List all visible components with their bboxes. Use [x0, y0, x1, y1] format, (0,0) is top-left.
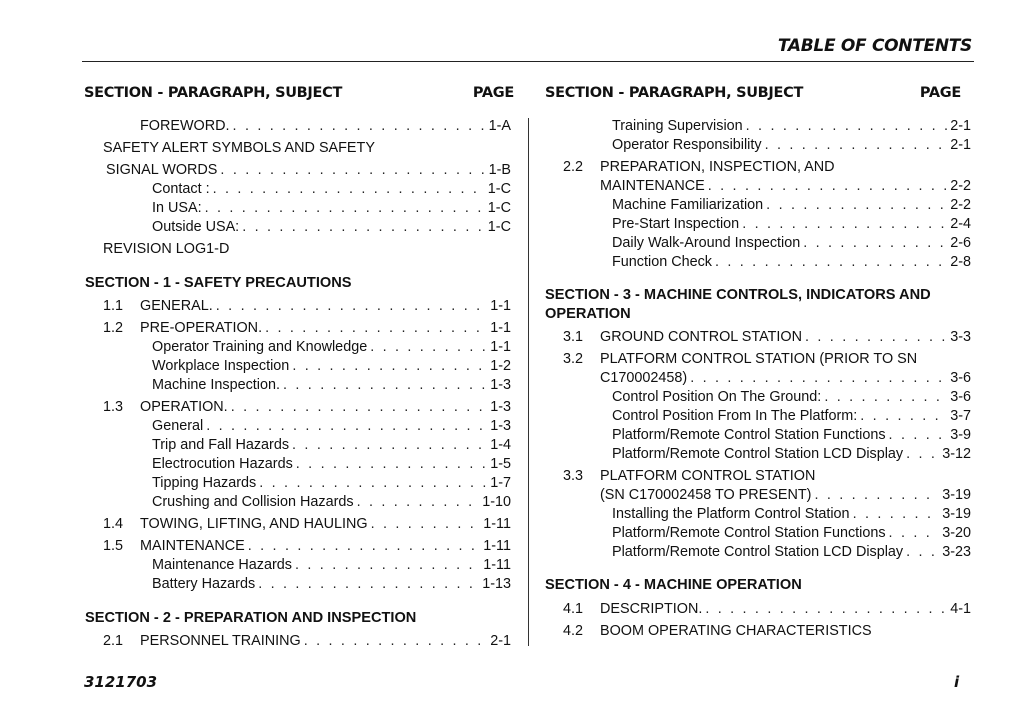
page-heading: PAGE	[919, 85, 961, 101]
toc-entry-1-3-b[interactable]: Trip and Fall Hazards . . . 1-4	[152, 437, 511, 455]
subject-heading: SECTION - PARAGRAPH, SUBJECT	[545, 85, 804, 101]
section-1-title[interactable]: SECTION - 1 - SAFETY PRECAUTIONS	[85, 275, 352, 291]
toc-entry-1-5-a[interactable]: Maintenance Hazards . . . 1-11	[152, 557, 511, 575]
toc-entry-3-2-line1[interactable]: 3.2 PLATFORM CONTROL STATION (PRIOR TO SN	[563, 351, 918, 367]
toc-entry-3-3-c[interactable]: Platform/Remote Control Station LCD Display . . . 3-23	[612, 544, 971, 562]
section-3-title-line2[interactable]: OPERATION	[545, 306, 631, 322]
page-number: i	[954, 673, 960, 691]
page-heading: PAGE	[472, 85, 514, 101]
toc-entry-1-3[interactable]: 1.3 OPERATION. . . . 1-3	[140, 399, 511, 417]
toc-entry-3-3-a[interactable]: Installing the Platform Control Station . . . 3-19	[612, 506, 971, 524]
toc-entry-3-3-line1[interactable]: 3.3 PLATFORM CONTROL STATION	[563, 468, 816, 484]
toc-entry-2-2-a[interactable]: Machine Familiarization . . . 2-2	[612, 197, 971, 215]
right-column-heading	[545, 85, 961, 103]
toc-entry-in-usa[interactable]: In USA: . . . 1-C	[152, 200, 511, 218]
toc-entry-foreword[interactable]: FOREWORD. . . . 1-A	[140, 118, 511, 136]
toc-entry-4-2[interactable]: 4.2 BOOM OPERATING CHARACTERISTICS	[563, 623, 872, 639]
section-2-title[interactable]: SECTION - 2 - PREPARATION AND INSPECTION	[85, 610, 417, 626]
toc-entry-3-2-c[interactable]: Platform/Remote Control Station Functions . . . 3-9	[612, 427, 971, 445]
toc-entry-1-5-b[interactable]: Battery Hazards . . . 1-13	[152, 576, 511, 594]
toc-entry-3-2[interactable]: C170002458) . . . 3-6	[600, 370, 971, 388]
toc-entry-outside-usa[interactable]: Outside USA: . . . 1-C	[152, 219, 511, 237]
toc-entry-3-2-d[interactable]: Platform/Remote Control Station LCD Display . . . 3-12	[612, 446, 971, 464]
toc-entry-2-1[interactable]: 2.1 PERSONNEL TRAINING . . . 2-1	[140, 633, 511, 651]
toc-entry-2-2-b[interactable]: Pre-Start Inspection . . . 2-4	[612, 216, 971, 234]
toc-entry-1-5[interactable]: 1.5 MAINTENANCE . . . 1-11	[140, 538, 511, 556]
toc-entry-training-supervision[interactable]: Training Supervision . . . 2-1	[612, 118, 971, 136]
toc-entry-4-1[interactable]: 4.1 DESCRIPTION. . . . 4-1	[600, 601, 971, 619]
page-title: TABLE OF CONTENTS	[777, 36, 972, 56]
toc-entry-1-1[interactable]: 1.1 GENERAL. . . . 1-1	[140, 298, 511, 316]
toc-entry-revision-log[interactable]: REVISION LOG1-D	[103, 241, 230, 257]
toc-entry-1-2[interactable]: 1.2 PRE-OPERATION. . . . 1-1	[140, 320, 511, 338]
subject-heading: SECTION - PARAGRAPH, SUBJECT	[84, 85, 343, 101]
section-3-title-line1[interactable]: SECTION - 3 - MACHINE CONTROLS, INDICATORS AND	[545, 287, 931, 303]
left-column-heading	[84, 85, 514, 103]
toc-entry-1-2-c[interactable]: Machine Inspection. . . . 1-3	[152, 377, 511, 395]
header-rule	[82, 61, 974, 62]
toc-entry-2-2-c[interactable]: Daily Walk-Around Inspection . . . 2-6	[612, 235, 971, 253]
toc-entry-2-2-d[interactable]: Function Check . . . 2-8	[612, 254, 971, 272]
toc-entry-safety-alert: SAFETY ALERT SYMBOLS AND SAFETY	[103, 140, 375, 156]
toc-entry-3-2-a[interactable]: Control Position On The Ground: . . . 3-6	[612, 389, 971, 407]
toc-entry-1-3-a[interactable]: General . . . 1-3	[152, 418, 511, 436]
section-4-title[interactable]: SECTION - 4 - MACHINE OPERATION	[545, 577, 802, 593]
toc-entry-contact[interactable]: Contact : . . . 1-C	[152, 181, 511, 199]
toc-entry-1-2-a[interactable]: Operator Training and Knowledge . . . 1-1	[152, 339, 511, 357]
toc-entry-operator-responsibility[interactable]: Operator Responsibility . . . 2-1	[612, 137, 971, 155]
toc-entry-3-3[interactable]: (SN C170002458 TO PRESENT) . . . 3-19	[600, 487, 971, 505]
column-divider	[528, 118, 529, 646]
toc-entry-1-3-e[interactable]: Crushing and Collision Hazards . . . 1-10	[152, 494, 511, 512]
toc-entry-1-3-c[interactable]: Electrocution Hazards . . . 1-5	[152, 456, 511, 474]
toc-entry-1-4[interactable]: 1.4 TOWING, LIFTING, AND HAULING . . . 1-11	[140, 516, 511, 534]
toc-entry-3-2-b[interactable]: Control Position From In The Platform: . . . 3-7	[612, 408, 971, 426]
toc-entry-2-2-line1[interactable]: 2.2 PREPARATION, INSPECTION, AND	[563, 159, 835, 175]
toc-entry-signal-words[interactable]: SIGNAL WORDS . . . 1-B	[106, 162, 511, 180]
toc-entry-1-3-d[interactable]: Tipping Hazards . . . 1-7	[152, 475, 511, 493]
toc-entry-1-2-b[interactable]: Workplace Inspection . . . 1-2	[152, 358, 511, 376]
toc-entry-3-1[interactable]: 3.1 GROUND CONTROL STATION . . . 3-3	[600, 329, 971, 347]
toc-entry-2-2[interactable]: MAINTENANCE . . . 2-2	[600, 178, 971, 196]
document-number: 3121703	[84, 673, 158, 691]
toc-entry-3-3-b[interactable]: Platform/Remote Control Station Functions . . . 3-20	[612, 525, 971, 543]
